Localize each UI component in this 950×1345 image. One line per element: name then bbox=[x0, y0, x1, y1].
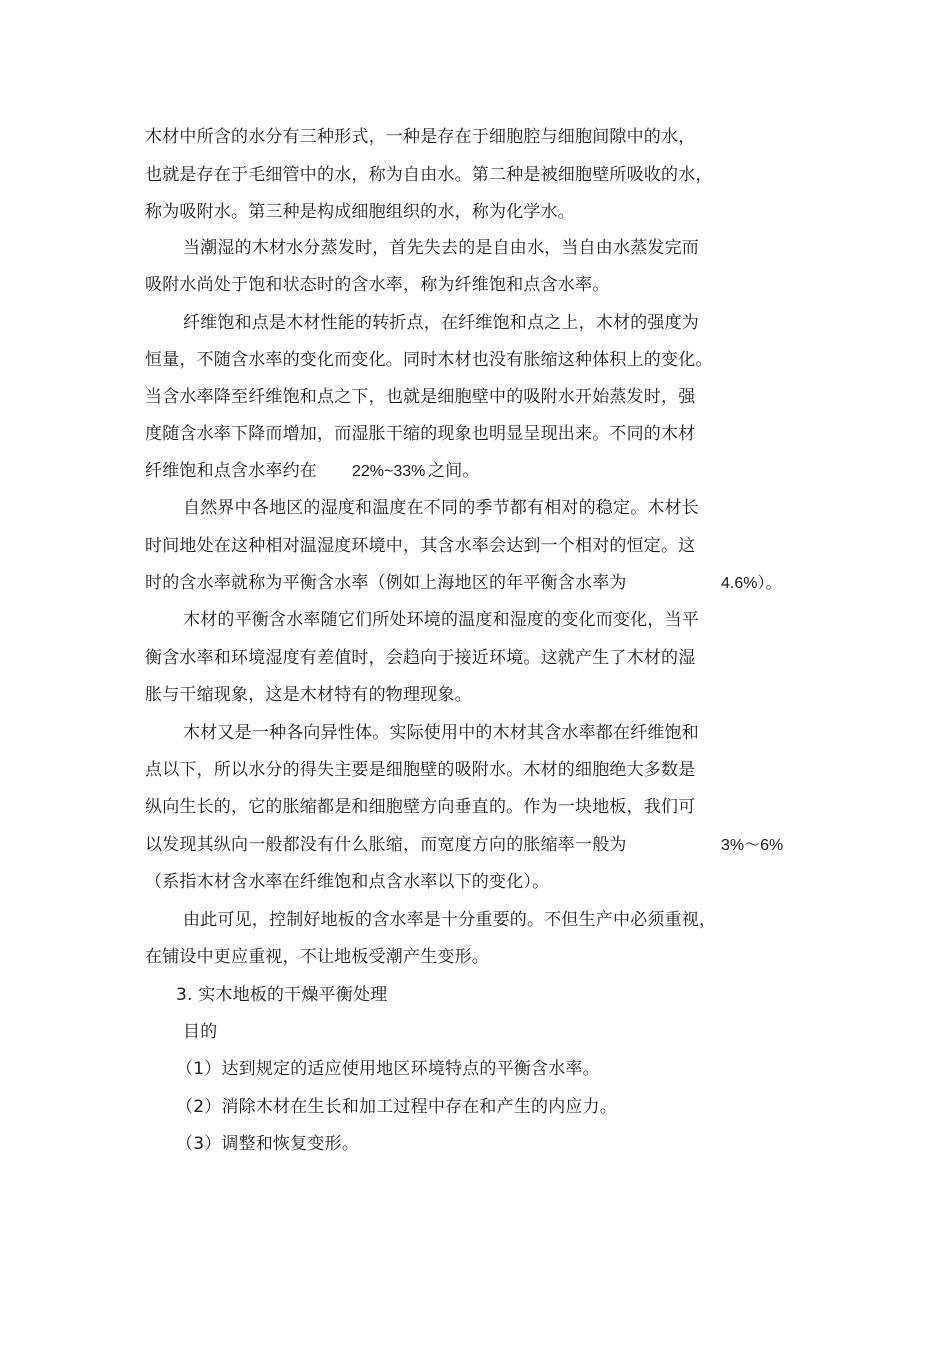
paragraph-line: 当潮湿的木材水分蒸发时，首先失去的是自由水，当自由水蒸发完而 bbox=[183, 238, 699, 258]
paragraph-line: 度随含水率下降而增加，而湿胀干缩的现象也明显呈现出来。不同的木材 bbox=[145, 424, 696, 444]
paragraph-line: 纵向生长的，它的胀缩都是和细胞壁方向垂直的。作为一块地板，我们可 bbox=[145, 797, 696, 817]
fsp-range-tail: 之间。 bbox=[428, 461, 480, 481]
paragraph-line: 纤维饱和点含水率约在 bbox=[145, 461, 317, 481]
paragraph-line: （系指木材含水率在纤维饱和点含水率以下的变化）。 bbox=[145, 872, 550, 892]
paragraph-line: 吸附水尚处于饱和状态时的含水率，称为纤维饱和点含水率。 bbox=[145, 275, 610, 295]
list-item: （3）调整和恢复变形。 bbox=[176, 1134, 360, 1154]
section-heading: 3. 实木地板的干燥平衡处理 bbox=[176, 985, 388, 1005]
paragraph-line: 衡含水率和环境湿度有差值时，会趋向于接近环境。这就产生了木材的湿 bbox=[145, 648, 696, 668]
paragraph-line: 木材中所含的水分有三种形式，一种是存在于细胞腔与细胞间隙中的水， bbox=[145, 127, 696, 147]
paragraph-line: 当含水率降至纤维饱和点之下，也就是细胞壁中的吸附水开始蒸发时，强 bbox=[145, 387, 696, 407]
paragraph-line: 纤维饱和点是木材性能的转折点，在纤维饱和点之上，木材的强度为 bbox=[183, 313, 699, 333]
paragraph-line: 木材的平衡含水率随它们所处环境的温度和湿度的变化而变化，当平 bbox=[183, 610, 699, 630]
paragraph-line: 时的含水率就称为平衡含水率（例如上海地区的年平衡含水率为 bbox=[145, 573, 627, 593]
list-item: （2）消除木材在生长和加工过程中存在和产生的内应力。 bbox=[176, 1097, 618, 1117]
fsp-range-value: 22%~33% bbox=[352, 463, 426, 480]
list-item: （1）达到规定的适应使用地区环境特点的平衡含水率。 bbox=[176, 1059, 600, 1079]
subheading: 目的 bbox=[183, 1022, 218, 1042]
paragraph-line: 也就是存在于毛细管中的水，称为自由水。第二种是被细胞壁所吸收的水， bbox=[145, 165, 713, 185]
shrink-range-value: 3%～6% bbox=[721, 837, 784, 854]
paragraph-line: 在铺设中更应重视，不让地板受潮产生变形。 bbox=[145, 947, 489, 967]
paragraph-line: 恒量，不随含水率的变化而变化。同时木材也没有胀缩这种体积上的变化。 bbox=[145, 350, 713, 370]
paragraph-line: 称为吸附水。第三种是构成细胞组织的水，称为化学水。 bbox=[145, 202, 575, 222]
paragraph-line: 木材又是一种各向异性体。实际使用中的木材其含水率都在纤维饱和 bbox=[183, 723, 699, 743]
paragraph-line: 时间地处在这种相对温湿度环境中，其含水率会达到一个相对的恒定。这 bbox=[145, 536, 696, 556]
paragraph-line: 胀与干缩现象，这是木材特有的物理现象。 bbox=[145, 685, 472, 705]
paragraph-line: 点以下，所以水分的得失主要是细胞壁的吸附水。木材的细胞绝大多数是 bbox=[145, 760, 696, 780]
shanghai-emc-value: 4.6%）。 bbox=[721, 575, 782, 592]
paragraph-line: 由此可见，控制好地板的含水率是十分重要的。不但生产中必须重视， bbox=[183, 910, 717, 930]
paragraph-line: 以发现其纵向一般都没有什么胀缩，而宽度方向的胀缩率一般为 bbox=[145, 835, 627, 855]
paragraph-line: 自然界中各地区的湿度和温度在不同的季节都有相对的稳定。木材长 bbox=[183, 498, 699, 518]
